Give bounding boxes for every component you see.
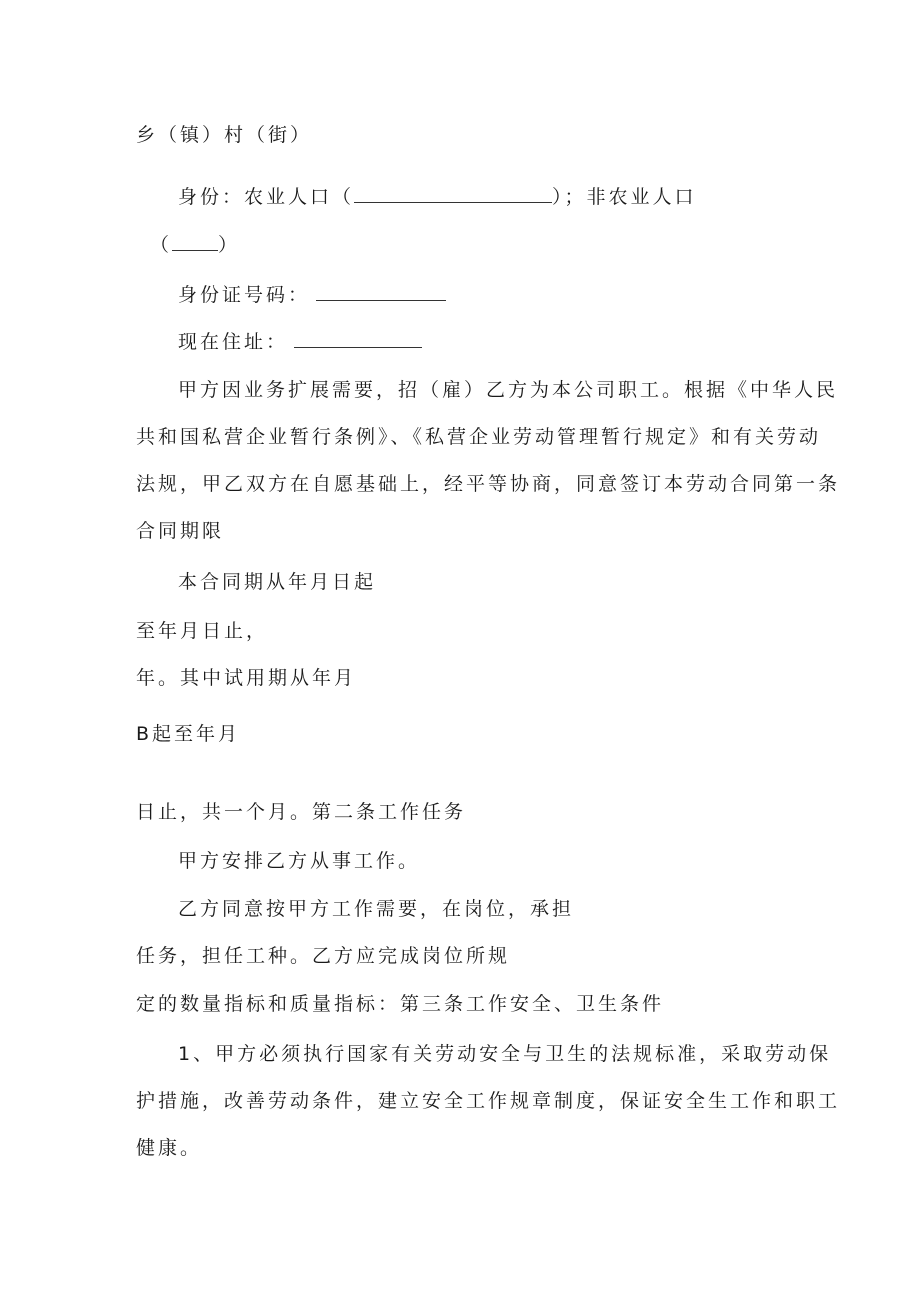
id-number-line	[178, 282, 446, 308]
close-paren: ）	[218, 234, 241, 256]
paragraph-1-line-4: 合同期限	[136, 520, 225, 542]
open-paren: （	[150, 234, 173, 256]
paragraph-2-line-2: 护措施，改善劳动条件，建立安全工作规章制度，保证安全生工作和职工	[136, 1090, 841, 1112]
work-agreement-line: 乙方同意按甲方工作需要，在岗位，承担	[178, 898, 575, 920]
contract-period-line: 本合同期从年月日起	[178, 571, 377, 593]
address-line: 乡（镇）村（街）	[136, 124, 313, 146]
probation-start-line: B起至年月	[136, 723, 241, 745]
identity-line	[178, 184, 697, 210]
article-2-heading-line: 日止，共一个月。第二条工作任务	[136, 801, 467, 823]
identity-agricultural-label: 身份：农业人口（	[178, 186, 355, 208]
paragraph-2-line-1: 1、甲方必须执行国家有关劳动安全与卫生的法规标准，采取劳动保	[178, 1043, 832, 1065]
current-address-label: 现在住址：	[178, 331, 289, 353]
paragraph-1-line-3: 法规，甲乙双方在自愿基础上，经平等协商，同意签订本劳动合同第一条	[136, 473, 841, 495]
identity-nonagricultural-label: ）；非农业人口	[552, 186, 697, 208]
contract-end-line: 至年月日止，	[136, 620, 269, 642]
address-current-line	[178, 329, 422, 355]
probation-line: 年。其中试用期从年月	[136, 667, 357, 689]
current-address-blank[interactable]	[294, 329, 422, 348]
agricultural-blank[interactable]	[354, 184, 552, 203]
article-3-heading-line: 定的数量指标和质量指标：第三条工作安全、卫生条件	[136, 993, 665, 1015]
nonagricultural-blank-line	[150, 232, 240, 258]
paragraph-1-line-2: 共和国私营企业暂行条例》、《私营企业劳动管理暂行规定》和有关劳动	[136, 426, 822, 448]
work-task-line: 任务，担任工种。乙方应完成岗位所规	[136, 945, 511, 967]
nonagricultural-blank[interactable]	[172, 232, 218, 251]
work-assignment-line: 甲方安排乙方从事工作。	[178, 850, 421, 872]
id-number-blank[interactable]	[316, 282, 446, 301]
id-number-label: 身份证号码：	[178, 284, 311, 306]
paragraph-2-line-3: 健康。	[136, 1137, 203, 1159]
paragraph-1-line-1: 甲方因业务扩展需要，招（雇）乙方为本公司职工。根据《中华人民	[178, 379, 839, 401]
